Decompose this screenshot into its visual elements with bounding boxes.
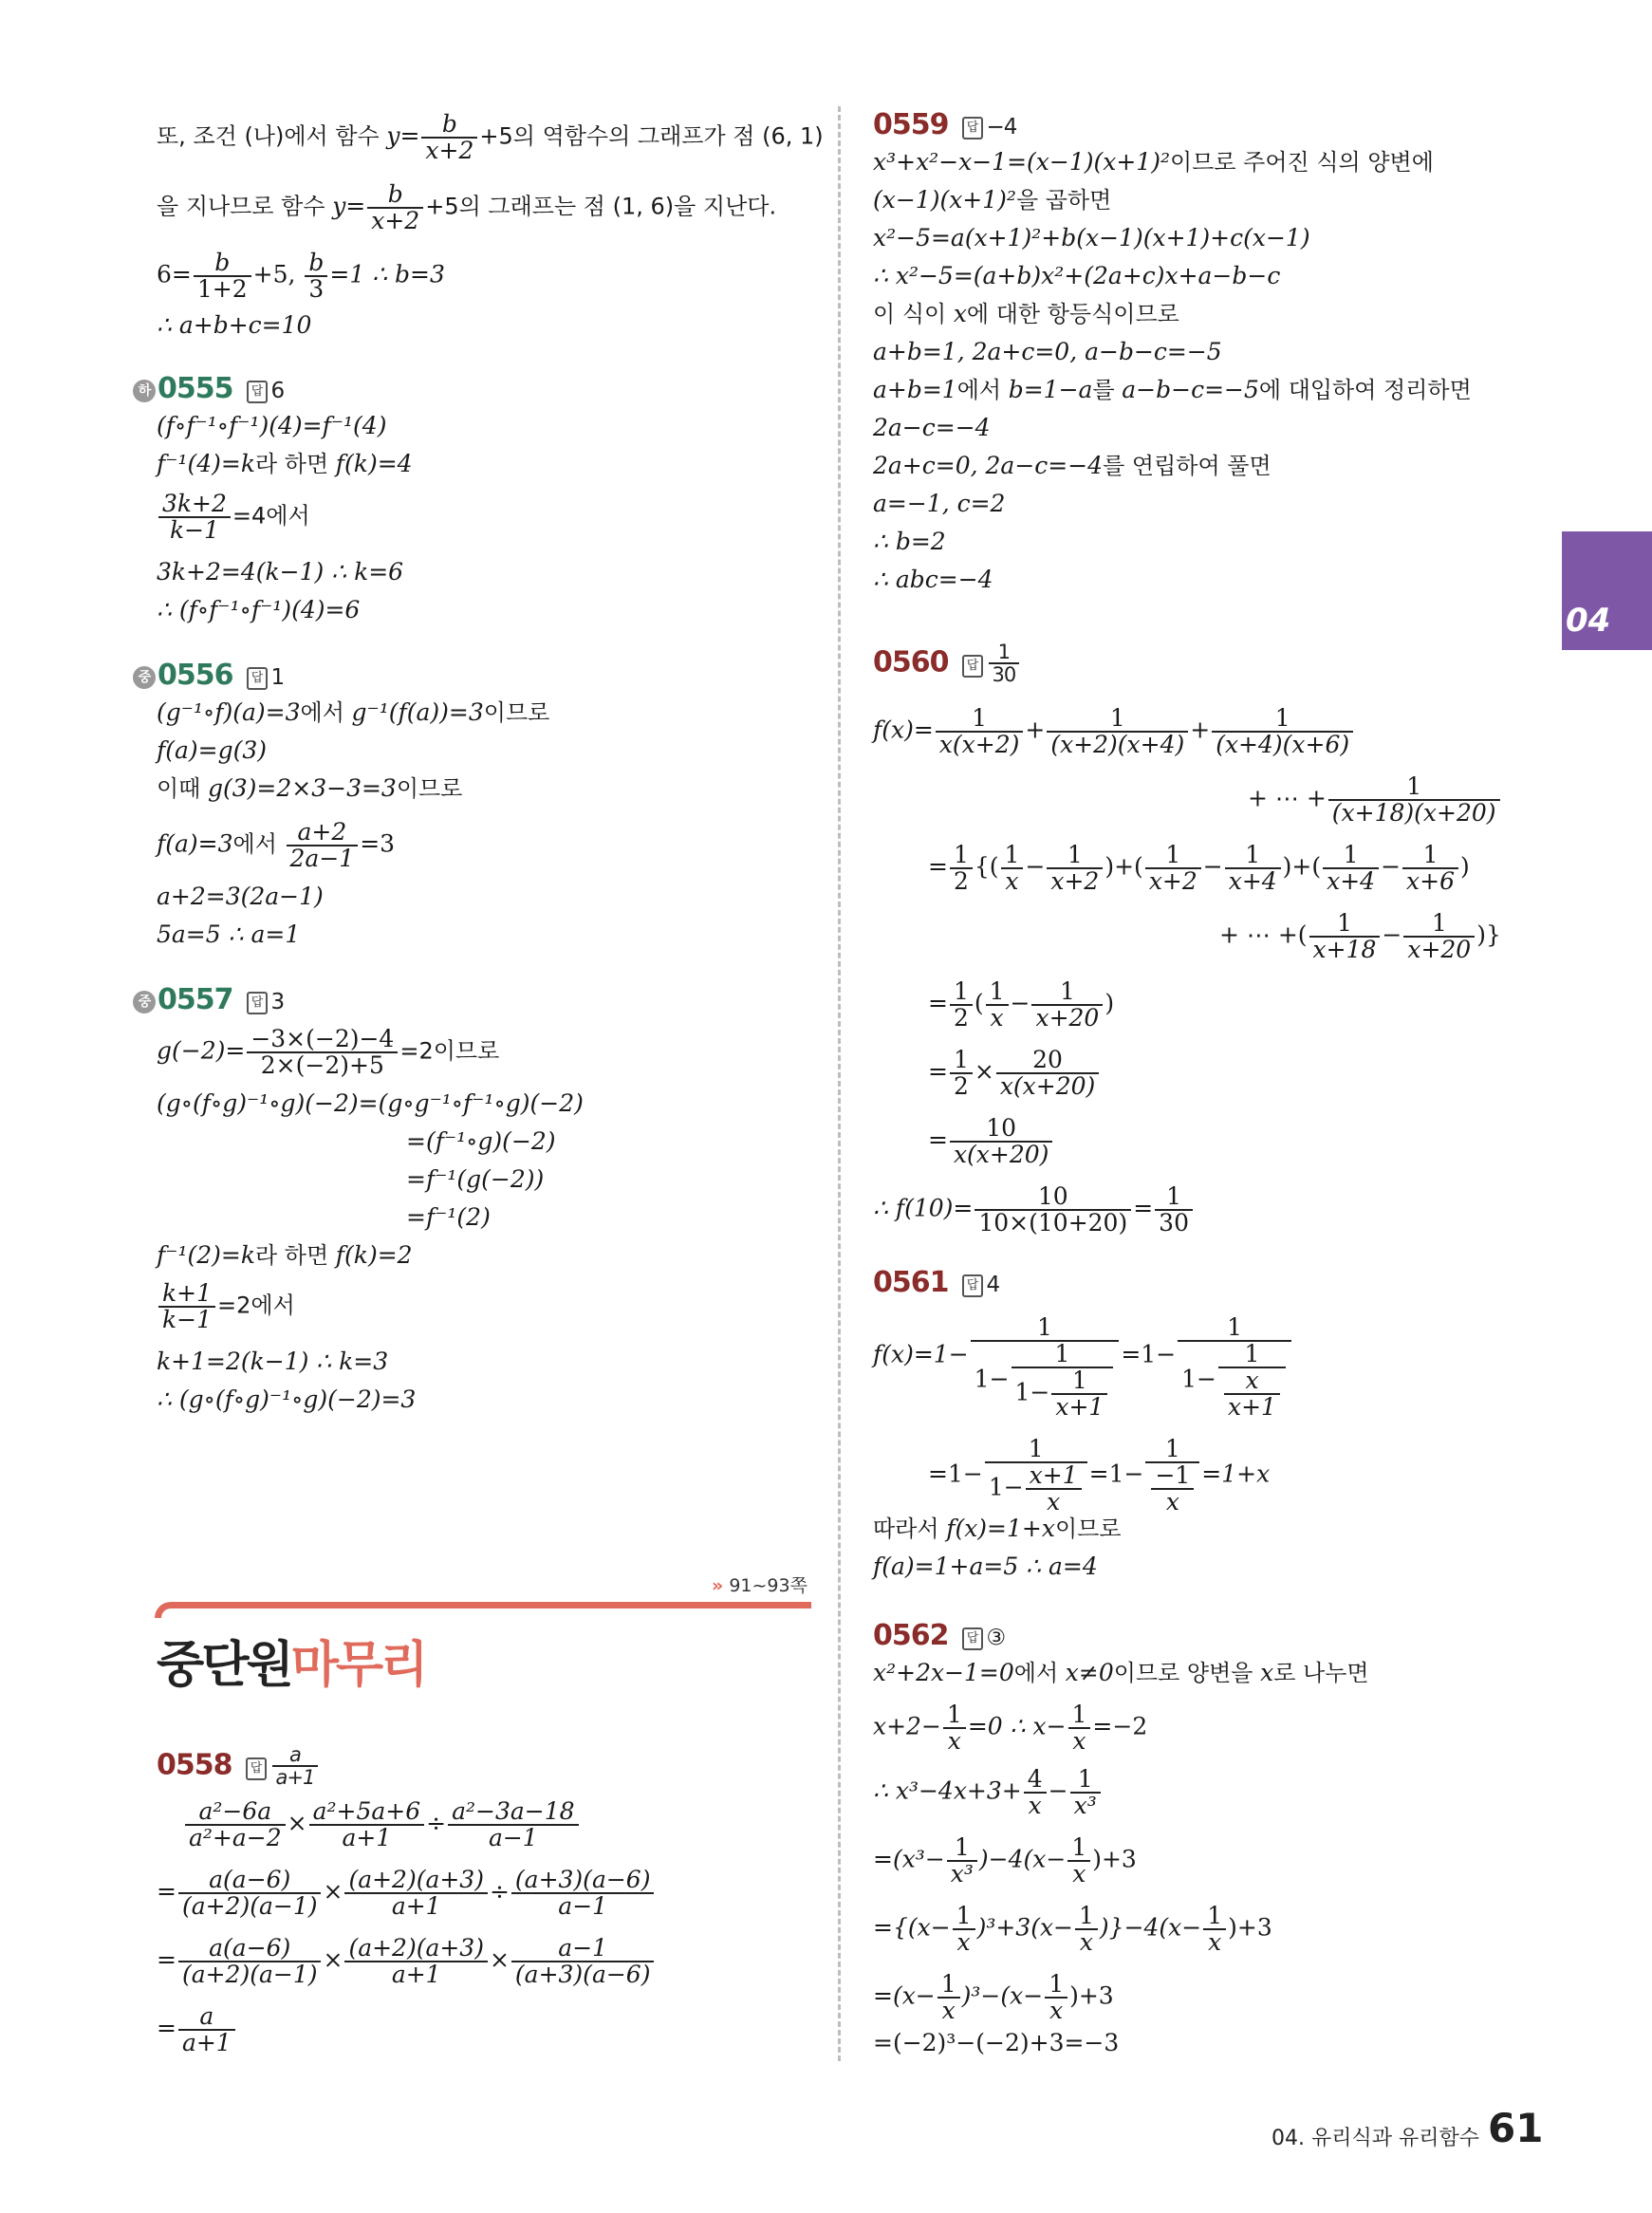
problem-number-0558: 0558 답 $\frac{a}{a+1}$ bbox=[157, 1744, 320, 1788]
text-line: a+2=3(2a−1) bbox=[157, 883, 324, 910]
fraction: $\frac{a+2}{2a-1}$ bbox=[287, 820, 359, 871]
chapter-tab-number: 04 bbox=[1566, 602, 1611, 640]
difficulty-badge: 중 bbox=[133, 991, 156, 1014]
text-line: a+b=1에서 b=1−a를 a−b−c=−5에 대입하여 정리하면 bbox=[873, 376, 1472, 403]
answer-icon: 답 bbox=[962, 1274, 983, 1297]
problem-number-0559: 0559 답 −4 bbox=[873, 108, 1017, 141]
text-line: =1− 1 1− $\frac{x+1}{x}$ =1− $\frac{1}{\frac{-1}{x}}$ =1+x bbox=[928, 1435, 1271, 1516]
fraction: $\frac{\text{a²−6a}}{\text{a²+a−2}}$ bbox=[185, 1799, 286, 1850]
text-line: $\frac{\text{a²−6a}}{\text{a²+a−2}}$ × $\frac{\text{a²+5a+6}}{a+1}$ ÷ $\frac{\text{a²−3a−18}}{a-1}$ bbox=[183, 1799, 581, 1850]
text-line: f⁻¹(4)=k라 하면 f(k)=4 bbox=[157, 450, 413, 477]
fraction: $\frac{1}{x}$ bbox=[1001, 843, 1024, 894]
fraction: $\frac{10}{x(x+20)}$ bbox=[950, 1116, 1052, 1167]
text-line: a=−1, c=2 bbox=[873, 490, 1006, 517]
fraction: $\frac{1}{x+4}$ bbox=[1323, 843, 1379, 894]
fraction: $\frac{-3\times(-2)-4}{2\times(-2)+5}$ bbox=[247, 1027, 398, 1078]
fraction: $\frac{1}{x}$ bbox=[953, 1904, 975, 1955]
answer-icon: 답 bbox=[247, 667, 268, 690]
fraction: $\frac{1}{x+20}$ bbox=[1031, 979, 1103, 1031]
text-line: x³+x²−x−1=(x−1)(x+1)²이므로 주어진 식의 양변에 bbox=[873, 148, 1434, 176]
answer-icon: 답 bbox=[962, 117, 983, 139]
text-line: x²−5=a(x+1)²+b(x−1)(x+1)+c(x−1) bbox=[873, 224, 1310, 251]
text-line: = $\frac{a(a-6)}{(a+2)(a-1)}$ × $\frac{(a+2)(a+3)}{a+1}$ × $\frac{a-1}{(a+3)(a-6)}$ bbox=[157, 1936, 656, 1987]
problem-number-0556: 중 0556 답 1 bbox=[133, 659, 284, 692]
text-line: = $\frac{1}{2}$ × $\frac{20}{x(x+20)}$ bbox=[928, 1048, 1101, 1099]
text-line: 이때 g(3)=2×3−3=3이므로 bbox=[157, 774, 463, 802]
text-line: k+1=2(k−1) ∴ k=3 bbox=[157, 1348, 389, 1375]
fraction: $\frac{a(a-6)}{(a+2)(a-1)}$ bbox=[178, 1868, 322, 1919]
text-line: = $\frac{1}{2}$ ( $\frac{1}{x}$ − $\frac{1}{x+20}$ ) bbox=[928, 977, 1115, 1032]
fraction: $\frac{1}{x+1}$ bbox=[1051, 1368, 1107, 1420]
fraction: $\frac{4}{x}$ bbox=[1024, 1767, 1047, 1818]
fraction: $\frac{1}{x}$ bbox=[943, 1702, 966, 1754]
text-line: ∴ x³−4x+3+ $\frac{4}{x}$ − $\frac{1}{\text{x³}}$ bbox=[873, 1767, 1103, 1818]
page-number: 61 bbox=[1488, 2105, 1544, 2151]
fraction: $\frac{a}{a+1}$ bbox=[178, 2004, 235, 2055]
text-line: 을 지나므로 함수 y= $\frac{b}{x+2}$ +5의 그래프는 점 (1, 6)을 지난다. bbox=[157, 180, 777, 234]
fraction: 1 1− $\frac{1}{x+1}$ bbox=[1012, 1342, 1114, 1420]
fraction: $\frac{1}{2}$ bbox=[950, 979, 973, 1031]
text-line: =(x³− $\frac{1}{\text{x³}}$ )−4(x− $\frac{1}{x}$ )+3 bbox=[873, 1833, 1137, 1888]
text-line: =(f⁻¹∘g)(−2) bbox=[406, 1127, 556, 1155]
text-line: 2a+c=0, 2a−c=−4를 연립하여 풀면 bbox=[873, 452, 1271, 479]
fraction: $\frac{x}{x+1}$ bbox=[1224, 1368, 1280, 1420]
fraction: $\frac{1}{2}$ bbox=[950, 1048, 973, 1099]
fraction: $\frac{20}{x(x+20)}$ bbox=[996, 1048, 1099, 1099]
answer-icon: 답 bbox=[246, 1757, 267, 1780]
fraction: 1 1− $\frac{x+1}{x}$ bbox=[985, 1437, 1087, 1515]
fraction: $\frac{1}{x}$ bbox=[986, 979, 1009, 1031]
fraction: $\frac{1}{x+4}$ bbox=[1225, 843, 1281, 894]
problem-number-0557: 중 0557 답 3 bbox=[133, 983, 284, 1016]
fraction: $\frac{1}{x+2}$ bbox=[1047, 843, 1103, 894]
answer-icon: 답 bbox=[247, 992, 268, 1014]
section-header-bar bbox=[155, 1602, 811, 1618]
fraction: $\frac{1}{\text{x³}}$ bbox=[1070, 1767, 1101, 1818]
fraction: $\frac{1}{x}$ bbox=[1068, 1702, 1091, 1754]
text-line: 5a=5 ∴ a=1 bbox=[157, 921, 301, 948]
fraction: $\frac{1}{x+18}$ bbox=[1309, 911, 1381, 962]
fraction: $\frac{\text{a²−3a−18}}{a-1}$ bbox=[448, 1799, 578, 1850]
fraction: $\frac{1}{x(x+2)}$ bbox=[936, 706, 1024, 757]
fraction: 1 1− 1 1− $\frac{1}{x+1}$ bbox=[971, 1315, 1120, 1420]
problem-number-0555: 하 0555 답 6 bbox=[133, 372, 284, 405]
answer-icon: 답 bbox=[962, 1627, 983, 1650]
fraction: $\frac{1}{x+2}$ bbox=[1145, 843, 1201, 894]
fraction: $\frac{(a+2)(a+3)}{a+1}$ bbox=[344, 1868, 488, 1919]
footer-chapter-title: 04. 유리식과 유리함수 bbox=[1271, 2127, 1479, 2150]
text-line: ∴ a+b+c=10 bbox=[157, 311, 312, 339]
fraction: $\frac{1}{(x+2)(x+4)}$ bbox=[1047, 706, 1188, 757]
text-line: f(x)=1− 1 1− 1 1− $\frac{1}{x+1}$ =1− 1 1− $\frac{1}{\frac{x}{x+1}}$ bbox=[873, 1315, 1293, 1420]
text-line: ∴ b=2 bbox=[873, 528, 946, 555]
fraction: $\frac{1}{x}$ bbox=[1067, 1835, 1090, 1887]
column-divider bbox=[838, 106, 841, 2061]
fraction: $\frac{1}{x+6}$ bbox=[1402, 843, 1458, 894]
text-line: =(x− $\frac{1}{x}$ )³−(x− $\frac{1}{x}$ )+3 bbox=[873, 1970, 1114, 2024]
text-line: $\frac{k+1}{k-1}$ =2에서 bbox=[157, 1281, 295, 1332]
difficulty-badge: 중 bbox=[133, 666, 156, 689]
text-line: 2a−c=−4 bbox=[873, 414, 991, 441]
fraction: $\frac{1}{x}$ bbox=[1075, 1904, 1098, 1955]
fraction: $\frac{b}{3}$ bbox=[305, 251, 327, 302]
fraction: $\frac{1}{2}$ bbox=[950, 843, 973, 894]
text-line: ∴ (g∘(f∘g)⁻¹∘g)(−2)=3 bbox=[157, 1385, 417, 1413]
fraction: $\frac{\text{a²+5a+6}}{a+1}$ bbox=[309, 1799, 425, 1850]
text-line: (f∘f⁻¹∘f⁻¹)(4)=f⁻¹(4) bbox=[157, 412, 387, 439]
text-line: = $\frac{10}{x(x+20)}$ bbox=[928, 1116, 1054, 1167]
text-line: (x−1)(x+1)²을 곱하면 bbox=[873, 186, 1112, 214]
fraction: $\frac{a-1}{(a+3)(a-6)}$ bbox=[511, 1936, 655, 1987]
text-line: ∴ (f∘f⁻¹∘f⁻¹)(4)=6 bbox=[157, 596, 361, 623]
fraction: $\frac{1}{x+20}$ bbox=[1403, 911, 1475, 962]
fraction: $\frac{(a+3)(a-6)}{a-1}$ bbox=[511, 1868, 655, 1919]
problem-number-0561: 0561 답 4 bbox=[873, 1266, 1000, 1299]
text-line: x²+2x−1=0에서 x≠0이므로 양변을 x로 나누면 bbox=[873, 1659, 1369, 1686]
fraction: $\frac{a(a-6)}{(a+2)(a-1)}$ bbox=[178, 1936, 322, 1987]
answer-icon: 답 bbox=[962, 655, 983, 678]
text-line: 따라서 f(x)=1+x이므로 bbox=[873, 1515, 1122, 1542]
text-line: ={(x− $\frac{1}{x}$ )³+3(x− $\frac{1}{x}$ )}−4(x− $\frac{1}{x}$ )+3 bbox=[873, 1902, 1272, 1956]
text-line: f(a)=g(3) bbox=[157, 736, 268, 764]
text-line: + ⋯ + $\frac{1}{(x+18)(x+20)}$ bbox=[1248, 774, 1502, 826]
fraction: $\frac{1}{x}$ bbox=[937, 1972, 960, 2023]
text-line: x+2− $\frac{1}{x}$ =0 ∴ x− $\frac{1}{x}$ =−2 bbox=[873, 1701, 1148, 1755]
text-line: =f⁻¹(2) bbox=[406, 1203, 491, 1231]
text-line: 또, 조건 (나)에서 함수 y= $\frac{b}{x+2}$ +5의 역함수의 그래프가 점 (6, 1) bbox=[157, 110, 824, 164]
text-line: = $\frac{a}{a+1}$ bbox=[157, 2004, 237, 2055]
text-line: a+b=1, 2a+c=0, a−b−c=−5 bbox=[873, 338, 1222, 365]
fraction: $\frac{1}{(x+18)(x+20)}$ bbox=[1328, 774, 1500, 826]
text-line: ∴ abc=−4 bbox=[873, 566, 993, 593]
text-line: f(x)= $\frac{1}{x(x+2)}$ + $\frac{1}{(x+2)(x+4)}$ + $\frac{1}{(x+4)(x+6)}$ bbox=[873, 706, 1355, 757]
fraction: $\frac{1}{x}$ bbox=[1045, 1972, 1067, 2023]
text-line: =f⁻¹(g(−2)) bbox=[406, 1165, 545, 1193]
text-line: =(−2)³−(−2)+3=−3 bbox=[873, 2029, 1120, 2056]
fraction: $\frac{x+1}{x}$ bbox=[1026, 1463, 1082, 1515]
difficulty-badge: 하 bbox=[133, 380, 156, 402]
text-line: 6= $\frac{b}{1+2}$ +5, $\frac{b}{3}$ =1 ∴ b=3 bbox=[157, 249, 445, 303]
text-line: g(−2)= $\frac{-3\times(-2)-4}{2\times(-2)+5}$ =2이므로 bbox=[157, 1025, 500, 1079]
fraction: $\frac{b}{x+2}$ bbox=[421, 112, 477, 163]
fraction: $\frac{k+1}{k-1}$ bbox=[158, 1281, 215, 1332]
text-line: (g⁻¹∘f)(a)=3에서 g⁻¹(f(a))=3이므로 bbox=[157, 698, 550, 726]
text-line: f(a)=3에서 $\frac{a+2}{2a-1}$ =3 bbox=[157, 818, 396, 872]
fraction: $\frac{1}{30}$ bbox=[989, 642, 1020, 685]
text-line: = $\frac{1}{2}$ {( $\frac{1}{x}$ − $\frac{1}{x+2}$ )+( $\frac{1}{x+2}$ − $\frac{1}{x+4}$ )+( $\frac{1}{x+4}$ − $\frac{1}{x+6}$ ) bbox=[928, 841, 1470, 895]
fraction: $\frac{3k+2}{k-1}$ bbox=[158, 492, 231, 543]
text-line: $\frac{3k+2}{k-1}$ =4에서 bbox=[157, 492, 310, 543]
text-line: 3k+2=4(k−1) ∴ k=6 bbox=[157, 558, 404, 586]
fraction: 1 1− $\frac{1}{\frac{x}{x+1}}$ bbox=[1178, 1315, 1291, 1420]
text-line: f⁻¹(2)=k라 하면 f(k)=2 bbox=[157, 1241, 413, 1269]
fraction: $\frac{1}{\frac{-1}{x}}$ bbox=[1145, 1437, 1199, 1515]
fraction: $\frac{1}{\text{x³}}$ bbox=[947, 1835, 977, 1887]
fraction: $\frac{1}{\frac{x}{x+1}}$ bbox=[1218, 1342, 1286, 1420]
answer-icon: 답 bbox=[247, 381, 268, 403]
text-line: (g∘(f∘g)⁻¹∘g)(−2)=(g∘g⁻¹∘f⁻¹∘g)(−2) bbox=[157, 1089, 584, 1117]
fraction: $\frac{1}{30}$ bbox=[1155, 1184, 1193, 1236]
text-line: ∴ f(10)= $\frac{10}{10\times(10+20)}$ = $\frac{1}{30}$ bbox=[873, 1184, 1195, 1236]
fraction: $\frac{1}{x}$ bbox=[1203, 1904, 1226, 1955]
page-reference: » 91~93쪽 bbox=[712, 1575, 807, 1596]
fraction: $\frac{b}{x+2}$ bbox=[367, 182, 423, 233]
problem-number-0562: 0562 답 ③ bbox=[873, 1619, 1006, 1652]
fraction: $\frac{(a+2)(a+3)}{a+1}$ bbox=[344, 1936, 488, 1987]
fraction: $\frac{a}{a+1}$ bbox=[272, 1744, 319, 1788]
text-line: ∴ x²−5=(a+b)x²+(2a+c)x+a−b−c bbox=[873, 262, 1281, 289]
section-title: 중단원마무리 bbox=[157, 1637, 426, 1694]
text-line: f(a)=1+a=5 ∴ a=4 bbox=[873, 1553, 1098, 1580]
text-line: = $\frac{a(a-6)}{(a+2)(a-1)}$ × $\frac{(a+2)(a+3)}{a+1}$ ÷ $\frac{(a+3)(a-6)}{a-1}$ bbox=[157, 1868, 656, 1919]
text-line: + ⋯ +( $\frac{1}{x+18}$ − $\frac{1}{x+20}$ )} bbox=[1219, 909, 1501, 963]
fraction: $\frac{b}{1+2}$ bbox=[194, 251, 251, 302]
fraction: $\frac{1}{(x+4)(x+6)}$ bbox=[1212, 706, 1353, 757]
fraction: $\frac{10}{10\times(10+20)}$ bbox=[974, 1184, 1131, 1236]
problem-number-0560: 0560 답 $\frac{1}{30}$ bbox=[873, 642, 1021, 685]
text-line: 이 식이 x에 대한 항등식이므로 bbox=[873, 300, 1179, 327]
fraction: $\frac{-1}{x}$ bbox=[1151, 1463, 1194, 1515]
